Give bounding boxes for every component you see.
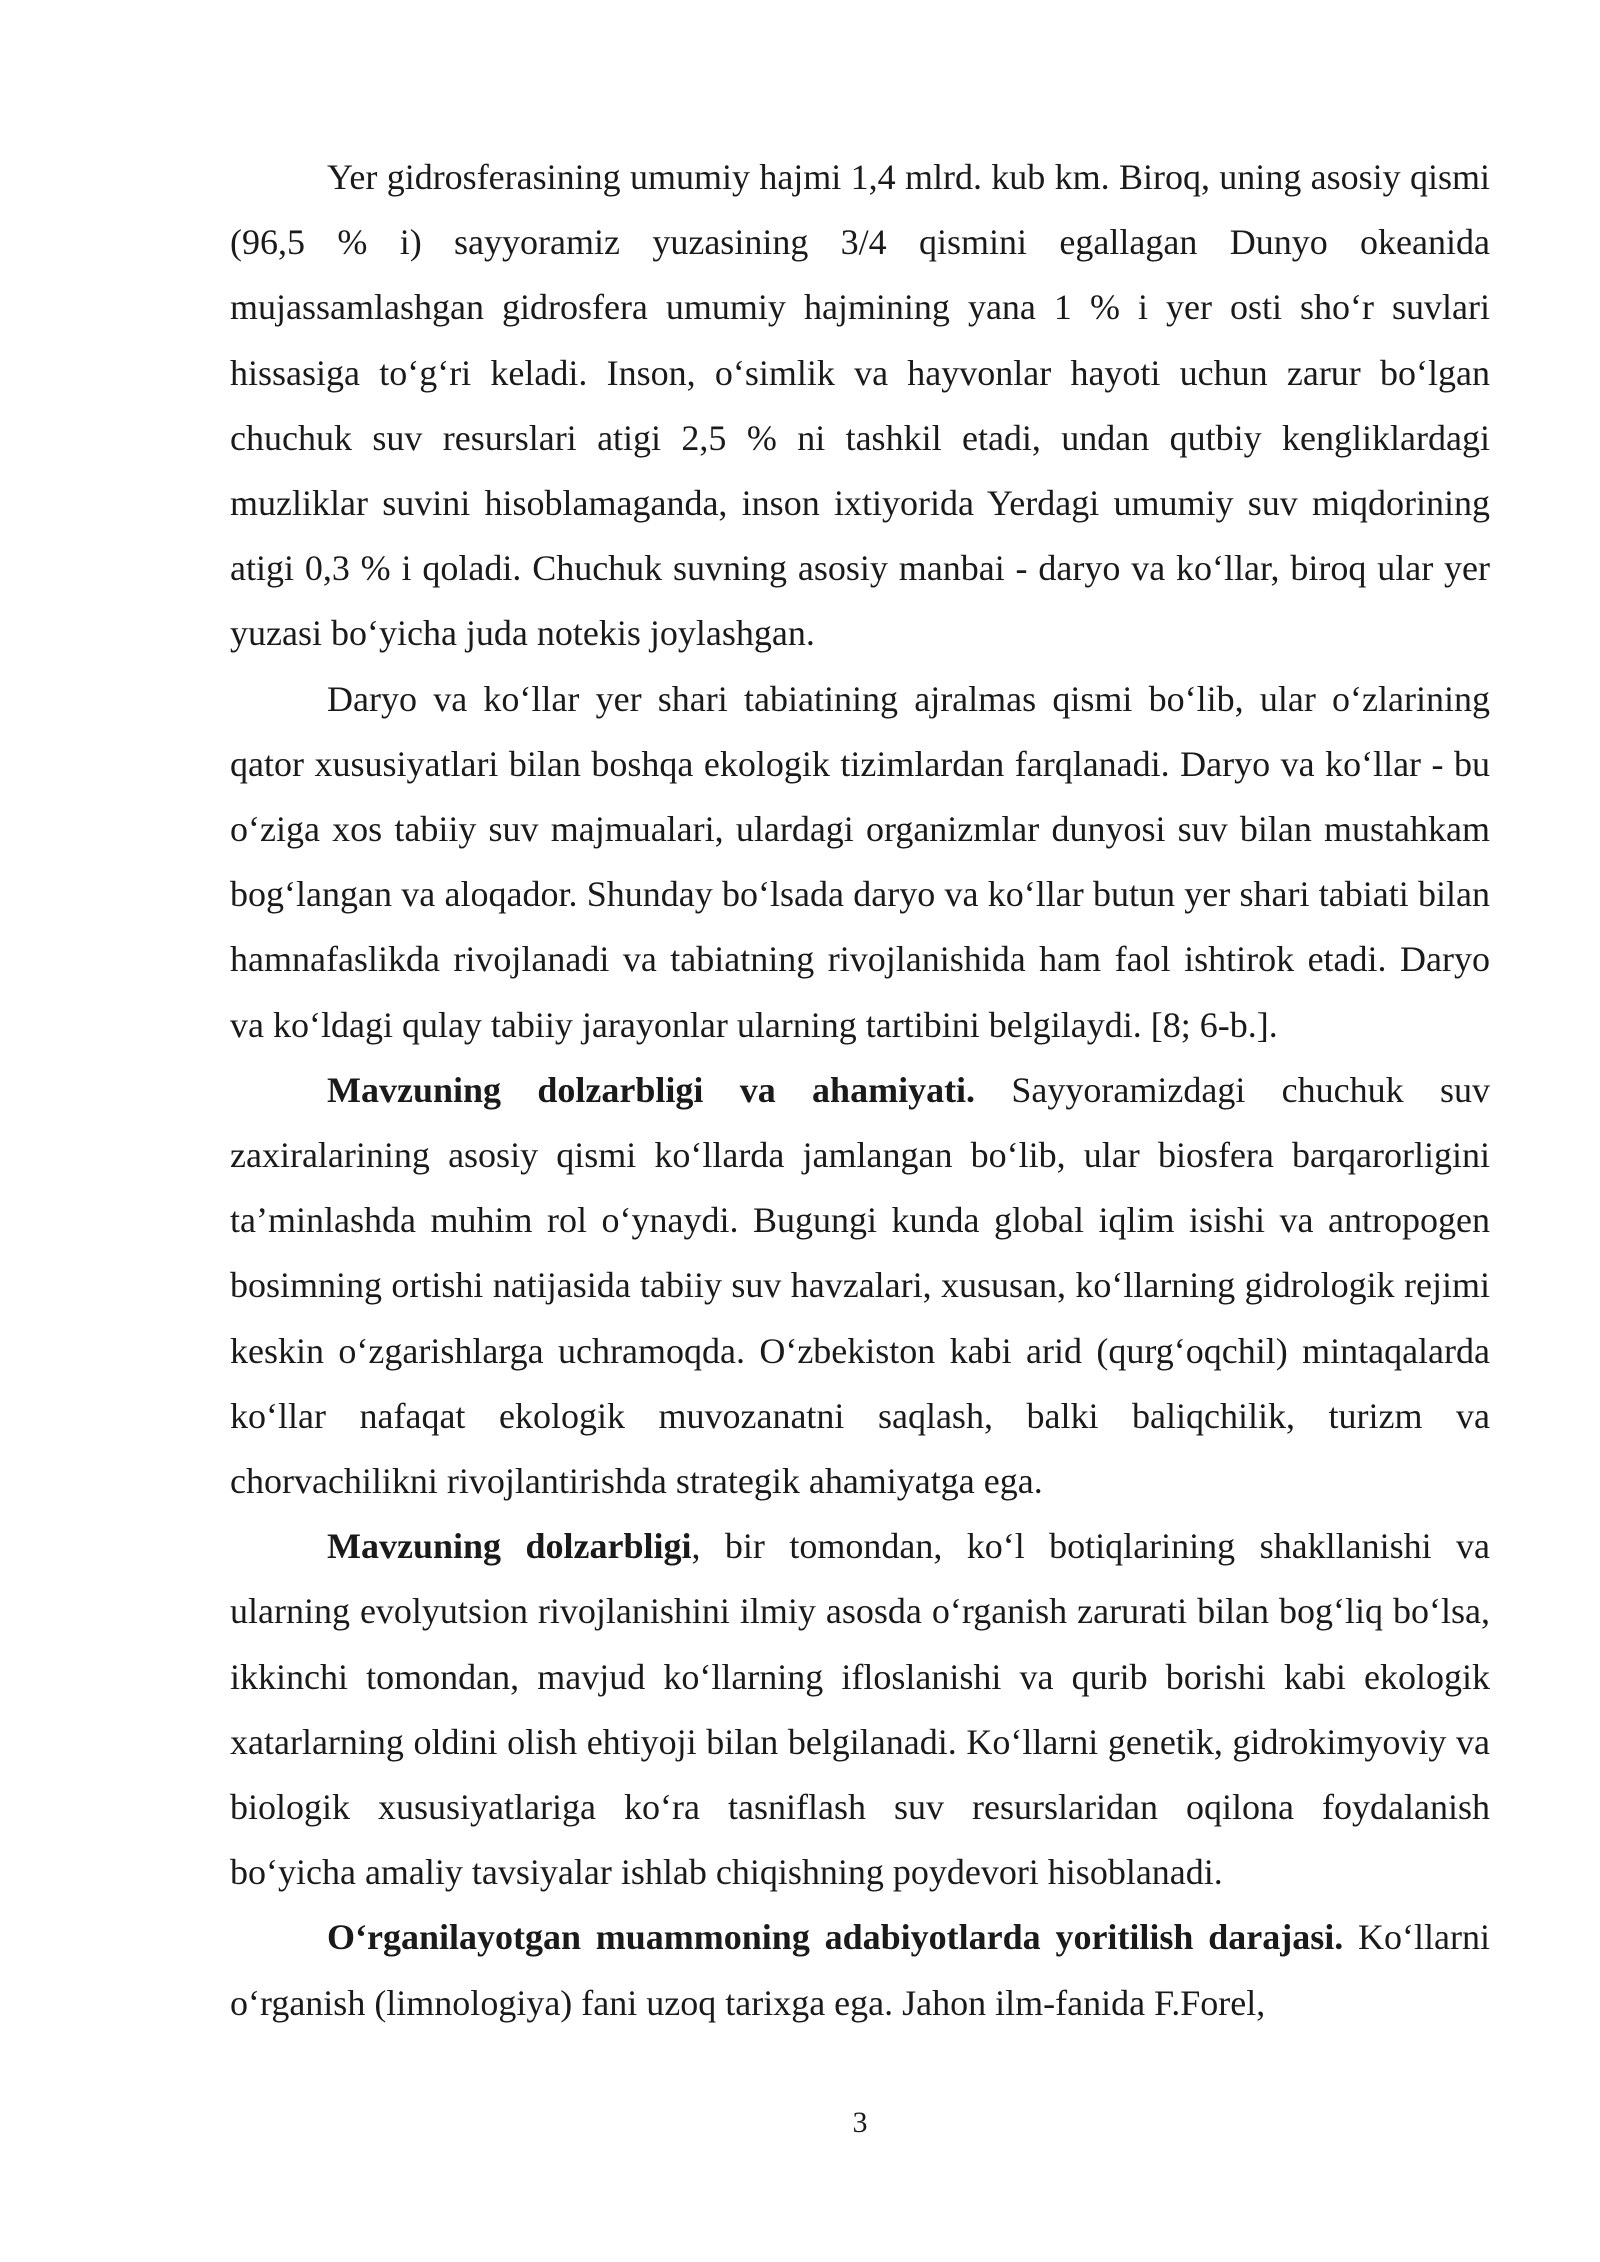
paragraph-hydrosphere <box>230 145 1490 667</box>
paragraph-text: Ko‘llarni o‘rganish (limnologiya) fani uzoq tarixga ega. Jahon ilm-fanida F.Forel, <box>230 1917 1490 2023</box>
paragraph-rivers-lakes <box>230 667 1490 1058</box>
paragraph-relevance <box>230 1514 1490 1905</box>
paragraph-text: Daryo va ko‘llar yer shari tabiatining ajralmas qismi bo‘lib, ular o‘zlarining qator xususiyatlari bilan boshqa ekologik tizimlardan farqlanadi. Daryo va ko‘llar - bu o‘ziga xos tabiiy suv majmualari, ulardagi organizmlar dunyosi suv bilan mustahkam bog‘langan va aloqador. Shunday bo‘lsada daryo va ko‘llar butun yer shari tabiati bilan hamnafaslikda rivojlanadi va tabiatning rivojlanishida ham faol ishtirok etadi. Daryo va ko‘ldagi qulay tabiiy jarayonlar ularning tartibini belgilaydi. [8; 6-b.]. <box>230 678 1490 1045</box>
paragraph-text: Sayyoramizdagi chuchuk suv zaxiralarining asosiy qismi ko‘llarda jamlangan bo‘lib, ular biosfera barqarorligini ta’minlashda muhim rol o‘ynaydi. Bugungi kunda global iqlim isishi va antropogen bosimning ortishi natijasida tabiiy suv havzalari, xususan, ko‘llarning gidrologik rejimi keskin o‘zgarishlarga uchramoqda. O‘zbekiston kabi arid (qurg‘oqchil) mintaqalarda ko‘llar nafaqat ekologik muvozanatni saqlash, balki baliqchilik, turizm va chorvachilikni rivojlantirishda strategik ahamiyatga ega. <box>230 1069 1490 1502</box>
paragraph-lead: Mavzuning dolzarbligi <box>327 1526 692 1567</box>
document-page <box>230 145 1490 2036</box>
page-number: 3 <box>852 2106 868 2139</box>
paragraph-relevance-importance <box>230 1058 1490 1514</box>
paragraph-lead: Mavzuning dolzarbligi va ahamiyati. <box>327 1069 976 1110</box>
paragraph-literature-coverage <box>230 1905 1490 2035</box>
paragraph-text: , bir tomondan, ko‘l botiqlarining shakllanishi va ularning evolyutsion rivojlanishini ilmiy asosda o‘rganish zarurati bilan bog‘liq bo‘lsa, ikkinchi tomondan, mavjud ko‘llarning ifloslanishi va qurib borishi kabi ekologik xatarlarning oldini olish ehtiyoji bilan belgilanadi. Ko‘llarni genetik, gidrokimyoviy va biologik xususiyatlariga ko‘ra tasniflash suv resurslaridan oqilona foydalanish bo‘yicha amaliy tavsiyalar ishlab chiqishning poydevori hisoblanadi. <box>230 1526 1490 1893</box>
paragraph-text: Yer gidrosferasining umumiy hajmi 1,4 mlrd. kub km. Biroq, uning asosiy qismi (96,5 % i) sayyoramiz yuzasining 3/4 qismini egallagan Dunyo okeanida mujassamlashgan gidrosfera umumiy hajmining yana 1 % i yer osti sho‘r suvlari hissasiga to‘g‘ri keladi. Inson, o‘simlik va hayvonlar hayoti uchun zarur bo‘lgan chuchuk suv resurslari atigi 2,5 % ni tashkil etadi, undan qutbiy kengliklardagi muzliklar suvini hisoblamaganda, inson ixtiyorida Yerdagi umumiy suv miqdorining atigi 0,3 % i qoladi. Chuchuk suvning asosiy manbai - daryo va ko‘llar, biroq ular yer yuzasi bo‘yicha juda notekis joylashgan. <box>230 157 1490 654</box>
paragraph-lead: O‘rganilayotgan muammoning adabiyotlarda yoritilish darajasi. <box>327 1917 1344 1958</box>
